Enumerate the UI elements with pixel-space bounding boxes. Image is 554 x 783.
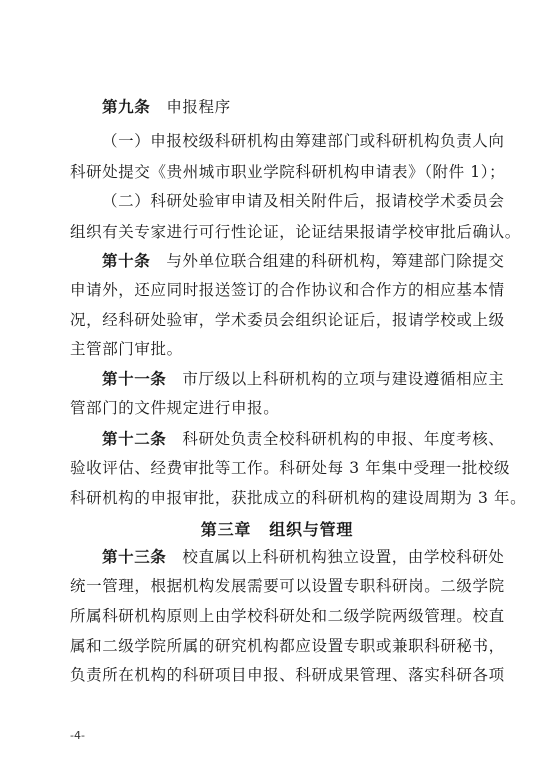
article-13-line-3: 所属科研机构原则上由学校科研处和二级学院两级管理。校直: [70, 607, 505, 625]
article-10-text: 与外单位联合组建的科研机构，筹建部门除提交: [166, 252, 505, 270]
article-13-text: 校直属以上科研机构独立设置，由学校科研处: [182, 548, 505, 566]
article-10-line-4: 主管部门审批。: [70, 340, 183, 358]
article-9-clause-1-line-1: （一）申报校级科研机构由筹建部门或科研机构负责人向: [102, 132, 505, 150]
article-12-text: 科研处负责全校科研机构的申报、年度考核、: [182, 430, 505, 448]
article-9-clause-2-line-2: 组织有关专家进行可行性论证，论证结果报请学校审批后确认。: [70, 223, 521, 241]
article-9-title-line: [102, 97, 522, 117]
article-13-line-1: [102, 547, 522, 567]
article-9-clause-2-line-1: （二）科研处验审申请及相关附件后，报请校学术委员会: [102, 192, 505, 210]
article-12-line-2: 验收评估、经费审批等工作。科研处每 3 年集中受理一批校级: [70, 459, 511, 477]
article-13-line-2: 统一管理，根据机构发展需要可以设置专职科研岗。二级学院: [70, 577, 505, 595]
article-10-heading: 第十条: [102, 251, 151, 270]
article-11-text: 市厅级以上科研机构的立项与建设遵循相应主: [182, 370, 505, 388]
chapter-number: 第三章: [200, 520, 252, 539]
article-12-line-1: [102, 429, 522, 449]
article-13-heading: 第十三条: [102, 547, 167, 566]
article-12-line-3: 科研机构的申报审批，获批成立的科研机构的建设周期为 3 年。: [70, 489, 527, 507]
article-9-title: 申报程序: [166, 98, 231, 116]
chapter-title: 组织与管理: [269, 520, 354, 539]
article-11-line-1: [102, 369, 522, 389]
page-number: -4-: [70, 729, 85, 742]
article-10-line-1: [102, 251, 522, 271]
article-12-heading: 第十二条: [102, 429, 167, 448]
article-9-heading: 第九条: [102, 97, 151, 116]
article-10-line-2: 申请外，还应同时报送签订的合作协议和合作方的相应基本情: [70, 281, 505, 299]
article-11-heading: 第十一条: [102, 369, 167, 388]
article-10-line-3: 况，经科研处验审，学术委员会组织论证后，报请学校或上级: [70, 311, 505, 329]
article-11-line-2: 管部门的文件规定进行申报。: [70, 399, 280, 417]
article-9-clause-1-line-2: 科研处提交《贵州城市职业学院科研机构申请表》（附件 1）；: [70, 163, 506, 181]
chapter-3-heading: [0, 517, 554, 540]
article-13-line-5: 负责所在机构的科研项目申报、科研成果管理、落实科研各项: [70, 666, 505, 684]
article-13-line-4: 属和二级学院所属的研究机构都应设置专职或兼职科研秘书，: [70, 637, 505, 655]
